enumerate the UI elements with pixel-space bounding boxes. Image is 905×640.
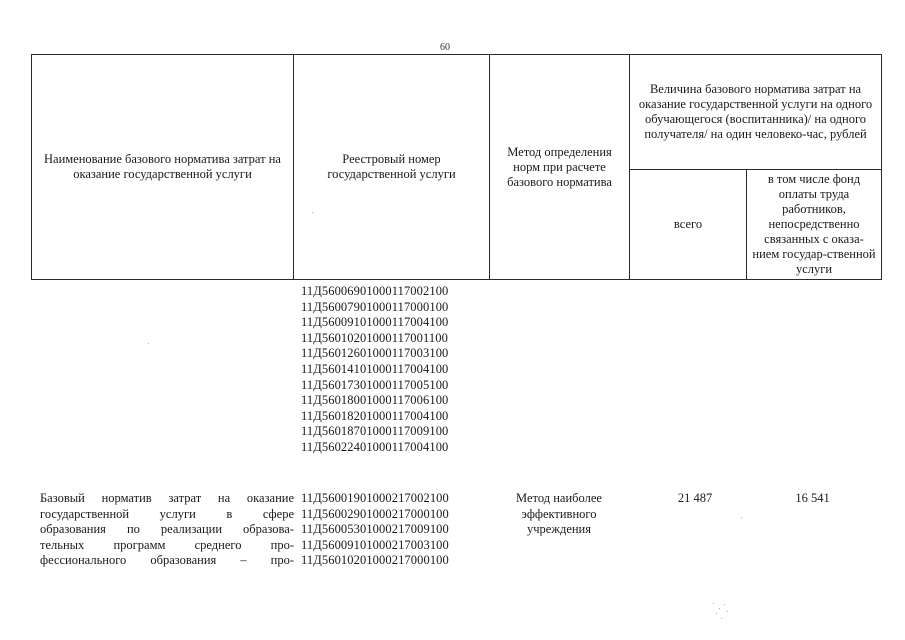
- scan-speck: [713, 603, 714, 604]
- scan-speck: [721, 618, 722, 619]
- row-total-value: 21 487: [677, 491, 713, 505]
- scan-speck: [716, 613, 717, 614]
- registry-code: 11Д56018701000117009100: [301, 424, 449, 439]
- row-name-text: Базовый норматив затрат на оказание государственной услуги в сфере образования по реализации образова- тельных программ среднего про- фессионального образования – про-: [40, 491, 294, 568]
- scan-speck: [148, 343, 149, 344]
- registry-code: 11Д56022401000117004100: [301, 439, 449, 454]
- scan-speck: [724, 604, 725, 605]
- registry-code: 11Д56009101000117004100: [301, 315, 449, 330]
- row-fund-value: 16 541: [795, 491, 830, 505]
- registry-code: 11Д56006901000117002100: [301, 284, 449, 298]
- page-number: 60: [440, 42, 450, 53]
- registry-code: 11Д56012601000117003100: [301, 346, 449, 361]
- header-registry-cell: Реестровый номер государственной услуги: [294, 55, 490, 280]
- scan-speck: [741, 517, 742, 518]
- registry-code: 11Д56007901000117000100: [301, 299, 449, 314]
- scan-speck: [719, 608, 720, 609]
- row-method-text: Метод наиболее эффективного учреждения: [516, 491, 602, 537]
- header-table: [31, 54, 882, 280]
- registry-code: 11Д56009101000217003100: [301, 537, 449, 552]
- registry-code: 11Д56010201000217000100: [301, 553, 449, 568]
- registry-code: 11Д56010201000117001100: [301, 330, 448, 345]
- scan-speck: [312, 212, 313, 213]
- registry-code: 11Д56014101000117004100: [301, 361, 449, 376]
- registry-code: 11Д56001901000217002100: [301, 491, 449, 505]
- header-name-cell: Наименование базового норматива затрат на оказание государственной услуги: [32, 55, 294, 280]
- registry-code: 11Д56005301000217009100: [301, 522, 449, 537]
- registry-code: 11Д56002901000217000100: [301, 506, 449, 521]
- header-value-cell: Величина базового норматива затрат на оказание государственной услуги на одного обучающегося (воспитанника)/ на одного получателя/ на один человеко-час, рублей: [630, 55, 882, 170]
- registry-code: 11Д56018001000117006100: [301, 393, 449, 408]
- row-codes-list: [301, 491, 491, 569]
- header-method-cell: Метод определения норм при расчете базового норматива: [490, 55, 630, 280]
- registry-code: 11Д56018201000117004100: [301, 408, 449, 423]
- scan-speck: [727, 611, 728, 612]
- header-total-cell: всего: [630, 170, 747, 280]
- continued-codes-list: [301, 284, 491, 456]
- registry-code: 11Д56017301000117005100: [301, 377, 449, 392]
- header-fund-cell: в том числе фонд оплаты труда работников, непосредственно связанных с оказа-нием государ-ственной услуги: [747, 170, 882, 280]
